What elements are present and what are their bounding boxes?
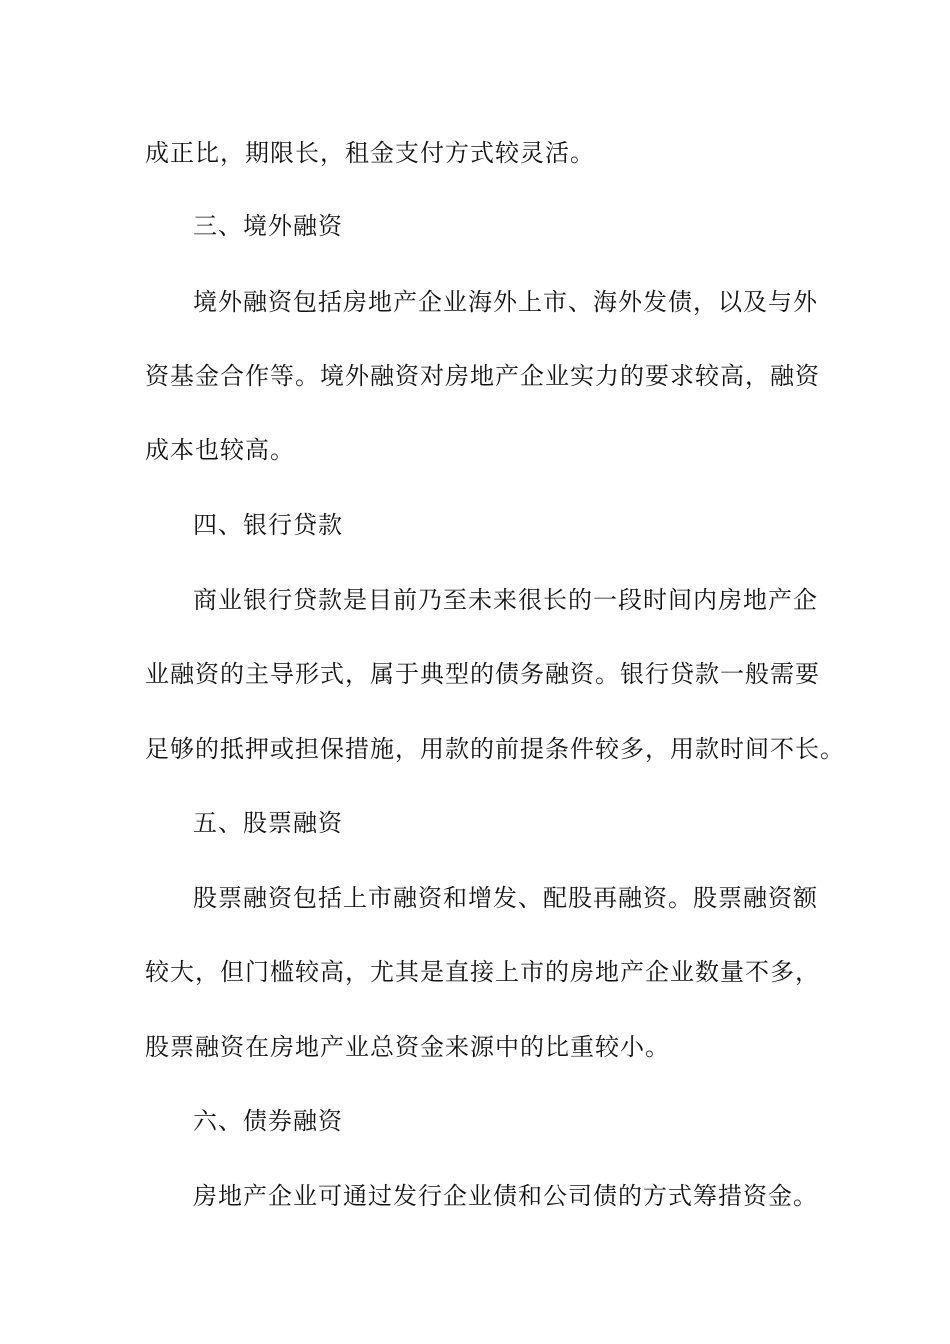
section-heading-bank-loans: 四、银行贷款 — [193, 511, 343, 539]
section-heading-bond-financing: 六、债券融资 — [193, 1107, 343, 1135]
paragraph-line: 境外融资包括房地产企业海外上市、海外发债，以及与外 — [193, 288, 818, 316]
paragraph-line: 成正比，期限长，租金支付方式较灵活。 — [145, 139, 595, 167]
paragraph-line: 较大，但门槛较高，尤其是直接上市的房地产企业数量不多， — [145, 958, 820, 986]
paragraph-line: 股票融资在房地产业总资金来源中的比重较小。 — [145, 1033, 670, 1061]
paragraph-line: 资基金合作等。境外融资对房地产企业实力的要求较高，融资 — [145, 362, 820, 390]
paragraph-line: 成本也较高。 — [145, 436, 295, 464]
paragraph-line: 股票融资包括上市融资和增发、配股再融资。股票融资额 — [193, 884, 818, 912]
paragraph-line: 足够的抵押或担保措施，用款的前提条件较多，用款时间不长。 — [145, 735, 845, 763]
paragraph-line: 业融资的主导形式，属于典型的债务融资。银行贷款一般需要 — [145, 660, 820, 688]
paragraph-line: 房地产企业可通过发行企业债和公司债的方式筹措资金。 — [193, 1182, 818, 1210]
paragraph-line: 商业银行贷款是目前乃至未来很长的一段时间内房地产企 — [193, 586, 818, 614]
section-heading-overseas-financing: 三、境外融资 — [193, 212, 343, 240]
section-heading-equity-financing: 五、股票融资 — [193, 809, 343, 837]
